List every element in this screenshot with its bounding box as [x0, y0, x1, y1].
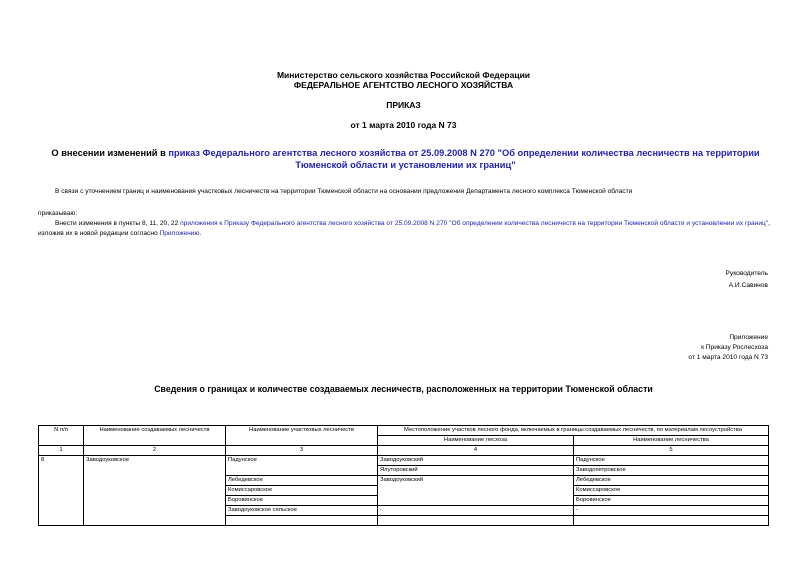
- table-header-row: [39, 426, 769, 436]
- document-type: ПРИКАЗ: [386, 100, 421, 110]
- leskhoz-cell: Заводоуковский: [378, 456, 574, 466]
- header-leskhoz: Наименование лесхоза: [378, 436, 574, 446]
- lesnichestvo-cell: Лебедевское: [574, 476, 769, 486]
- lesnichestvo-cell: Падунское: [574, 456, 769, 466]
- col-number: 2: [84, 446, 226, 456]
- col-number: 4: [378, 446, 574, 456]
- title-prefix: О внесении изменений в: [51, 148, 169, 158]
- header-location: Местоположение участков лесного фонда, включаемых в границы создаваемых лесничеств, по материалам лесоустройства: [378, 426, 769, 436]
- table-column-numbers: [39, 446, 769, 456]
- lesnichestvo-cell: Заводопетровское: [574, 466, 769, 476]
- forestry-table: [38, 425, 769, 526]
- p1-end: .: [199, 230, 202, 237]
- p1-prefix: Внести изменения в пункты 8, 11, 20, 22: [55, 220, 181, 227]
- district-cell: Комиссаровское: [226, 486, 378, 496]
- signature-role: Руководитель: [725, 270, 768, 277]
- appendix-line-1: Приложение: [729, 334, 768, 341]
- intro-paragraph: В связи с уточнением границ и наименования участковых лесничеств на территории Тюменской области на основании предложения Департамента лесного комплекса Тюменской области: [55, 188, 633, 195]
- lesnichestvo-cell: -: [574, 506, 769, 516]
- district-cell: [226, 516, 378, 526]
- group-number: 8: [39, 456, 84, 526]
- leskhoz-cell: [378, 516, 574, 526]
- col-number: 3: [226, 446, 378, 456]
- signature-name: А.И.Савинов: [728, 282, 768, 289]
- title-order-link[interactable]: приказ Федерального агентства лесного хозяйства от 25.09.2008 N 270 "Об определении количества лесничеств на территории Тюменской области и установлении их границ": [168, 148, 760, 170]
- district-cell: Лебедевское: [226, 476, 378, 486]
- group-name: Заводоуковское: [84, 456, 226, 526]
- header-district: Наименование участковых лесничеств: [226, 426, 378, 446]
- header-lesnichestvo: Наименование лесничества: [574, 436, 769, 446]
- col-number: 1: [39, 446, 84, 456]
- order-word: приказываю:: [38, 210, 78, 217]
- document-date: от 1 марта 2010 года N 73: [350, 120, 457, 130]
- lesnichestvo-cell: [574, 516, 769, 526]
- leskhoz-cell: Заводоуковский: [378, 476, 574, 506]
- header-forestry: Наименование создаваемых лесничеств: [84, 426, 226, 446]
- ministry-name: Министерство сельского хозяйства Российской Федерации: [276, 70, 531, 80]
- district-cell: Заводоуковское сельское: [226, 506, 378, 516]
- district-cell: Боровинское: [226, 496, 378, 506]
- agency-name: ФЕДЕРАЛЬНОЕ АГЕНТСТВО ЛЕСНОГО ХОЗЯЙСТВА: [293, 80, 514, 90]
- lesnichestvo-cell: Комиссаровское: [574, 486, 769, 496]
- appendix-link[interactable]: Приложению: [159, 230, 200, 237]
- lesnichestvo-cell: Боровинское: [574, 496, 769, 506]
- table-row: [39, 456, 769, 466]
- appendix-order-link[interactable]: приложения к Приказу Федерального агентства лесного хозяйства от 25.09.2008 N 270 "Об определении количества лесничеств на территории Тюменской области и установлении их границ": [180, 220, 769, 227]
- appendix-line-2: к Приказу Рослесхоза: [701, 344, 768, 351]
- col-number: 5: [574, 446, 769, 456]
- section-title: Сведения о границах и количестве создаваемых лесничеств, расположенных на территории Тюменской области: [154, 384, 653, 394]
- p1-mid: , изложив их в новой редакции согласно: [38, 220, 770, 237]
- main-paragraph: [38, 219, 770, 239]
- leskhoz-cell: -: [378, 506, 574, 516]
- leskhoz-cell: Ялуторовский: [378, 466, 574, 476]
- district-cell: Падунское: [226, 456, 378, 476]
- document-title: [38, 147, 773, 171]
- header-num: N п/п: [39, 426, 84, 446]
- appendix-line-3: от 1 марта 2010 года N 73: [688, 354, 768, 361]
